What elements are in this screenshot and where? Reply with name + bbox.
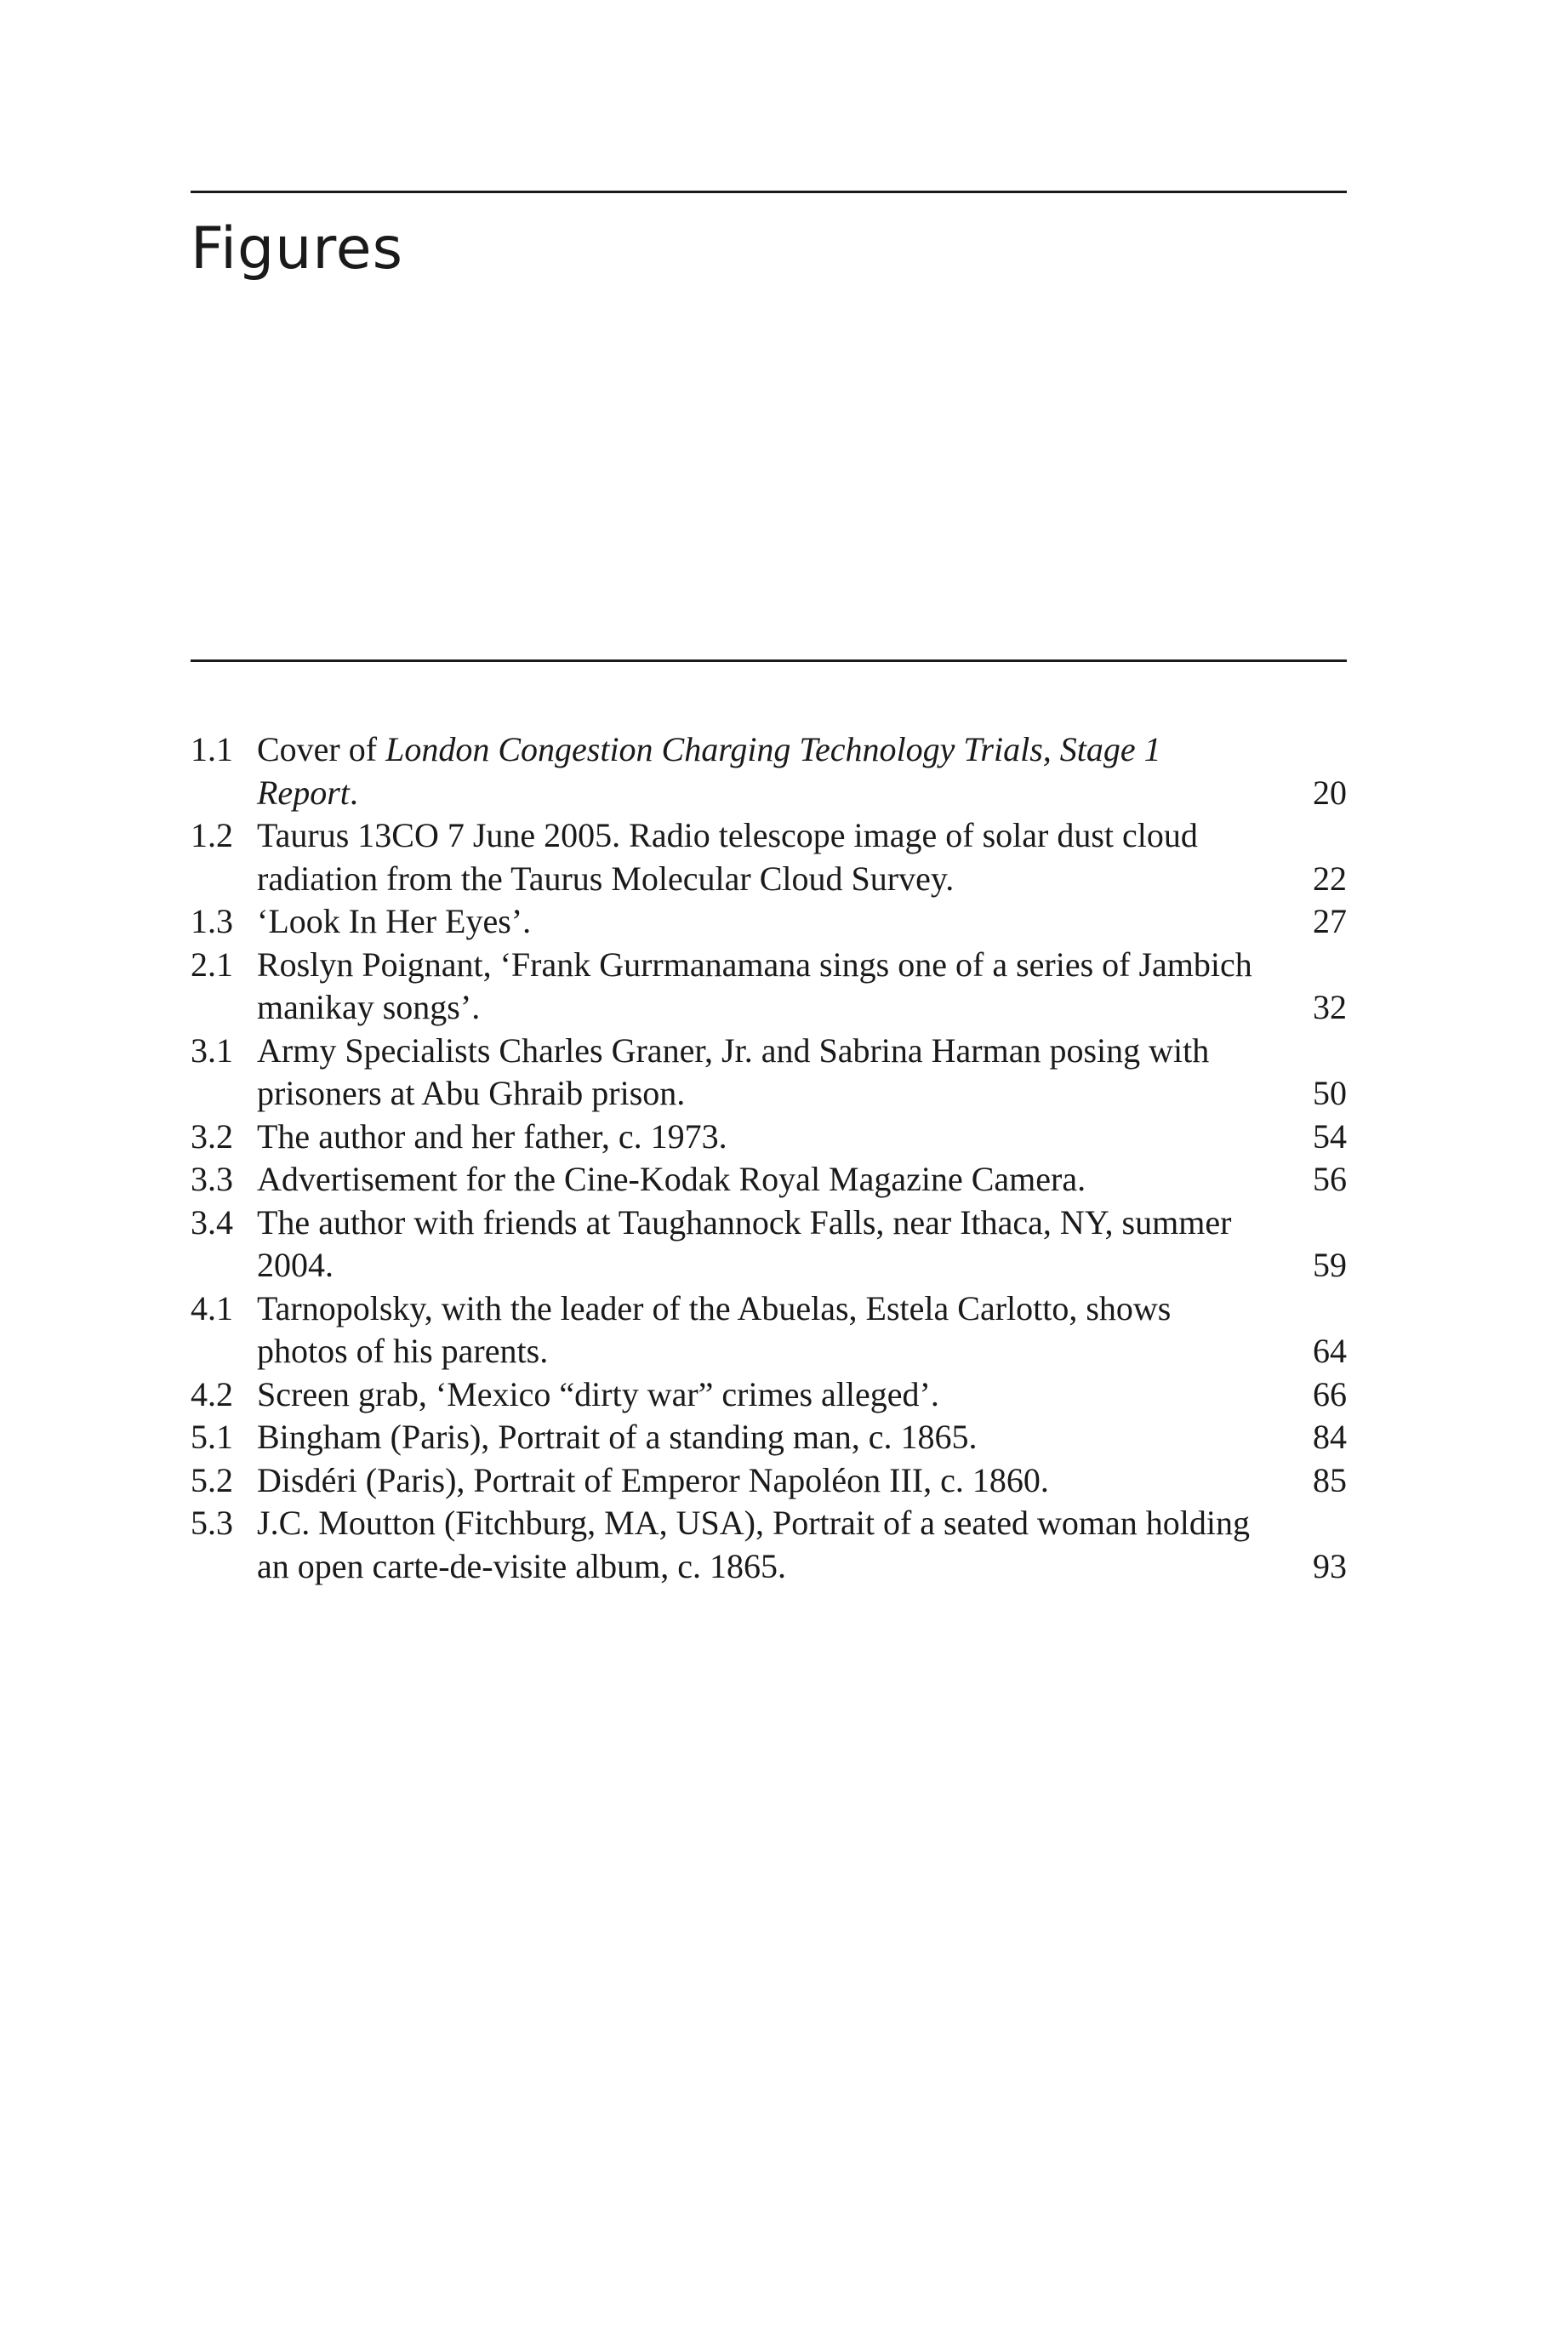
figure-page-number: 59 <box>1313 1246 1347 1284</box>
figure-number: 1.3 <box>191 902 233 940</box>
figure-caption: Cover of London Congestion Charging Technology Trials, Stage 1 Report. <box>257 730 1161 812</box>
figure-caption: Taurus 13CO 7 June 2005. Radio telescope image of solar dust cloud radiation from the Taurus Molecular Cloud Survey. <box>257 816 1198 898</box>
figure-page-number: 32 <box>1313 988 1347 1026</box>
figure-caption: Screen grab, ‘Mexico “dirty war” crimes alleged’. <box>257 1374 939 1413</box>
figure-caption: ‘Look In Her Eyes’. <box>257 902 532 940</box>
figure-number: 3.1 <box>191 1030 233 1070</box>
figure-page-number: 93 <box>1313 1546 1347 1585</box>
figure-page-number: 27 <box>1313 902 1347 940</box>
list-item <box>191 1416 1347 1459</box>
list-item <box>191 1158 1347 1202</box>
list-item <box>191 900 1347 944</box>
figure-caption: Army Specialists Charles Graner, Jr. and Sabrina Harman posing with prisoners at Abu Ghraib prison. <box>257 1030 1210 1112</box>
figure-number: 5.1 <box>191 1418 233 1456</box>
list-item <box>191 728 1347 814</box>
figure-page-number: 54 <box>1313 1116 1347 1156</box>
figure-caption: Advertisement for the Cine-Kodak Royal Magazine Camera. <box>257 1160 1086 1198</box>
figure-number: 2.1 <box>191 945 233 984</box>
figure-caption: Tarnopolsky, with the leader of the Abuelas, Estela Carlotto, shows photos of his parents. <box>257 1288 1172 1370</box>
figure-number: 1.1 <box>191 730 233 768</box>
figure-page-number: 22 <box>1313 859 1347 898</box>
figure-list <box>191 728 1347 1588</box>
list-item <box>191 814 1347 900</box>
section-rule <box>191 659 1347 662</box>
figure-number: 5.2 <box>191 1460 233 1499</box>
list-item <box>191 1459 1347 1503</box>
top-rule <box>191 191 1347 193</box>
figure-page-number: 84 <box>1313 1418 1347 1456</box>
figure-page-number: 66 <box>1313 1374 1347 1413</box>
figure-caption: Bingham (Paris), Portrait of a standing man, c. 1865. <box>257 1418 978 1456</box>
page-title: Figures <box>191 215 404 283</box>
figure-number: 4.2 <box>191 1374 233 1413</box>
figure-caption: The author with friends at Taughannock Falls, near Ithaca, NY, summer 2004. <box>257 1202 1232 1284</box>
list-item <box>191 1373 1347 1417</box>
figure-caption: Roslyn Poignant, ‘Frank Gurrmanamana sings one of a series of Jambich manikay songs’. <box>257 945 1252 1026</box>
figure-number: 5.3 <box>191 1504 233 1542</box>
list-item <box>191 1202 1347 1287</box>
figure-caption-italic: London Congestion Charging Technology Trials, Stage 1 Report <box>257 730 1161 812</box>
list-item <box>191 944 1347 1030</box>
list-item <box>191 1287 1347 1373</box>
list-item <box>191 1116 1347 1159</box>
list-item <box>191 1030 1347 1116</box>
figure-page-number: 56 <box>1313 1160 1347 1198</box>
list-item <box>191 1502 1347 1588</box>
figure-number: 3.4 <box>191 1202 233 1242</box>
figure-number: 3.3 <box>191 1160 233 1198</box>
figure-page-number: 50 <box>1313 1074 1347 1112</box>
figure-caption: The author and her father, c. 1973. <box>257 1116 727 1156</box>
figure-number: 1.2 <box>191 816 233 854</box>
figure-page-number: 64 <box>1313 1332 1347 1370</box>
figure-caption: Disdéri (Paris), Portrait of Emperor Napoléon III, c. 1860. <box>257 1460 1049 1499</box>
figure-number: 4.1 <box>191 1288 233 1327</box>
figure-page-number: 85 <box>1313 1460 1347 1499</box>
figure-number: 3.2 <box>191 1116 233 1156</box>
figure-page-number: 20 <box>1313 773 1347 812</box>
figure-caption: J.C. Moutton (Fitchburg, MA, USA), Portrait of a seated woman holding an open carte-de-visite album, c. 1865. <box>257 1504 1250 1585</box>
